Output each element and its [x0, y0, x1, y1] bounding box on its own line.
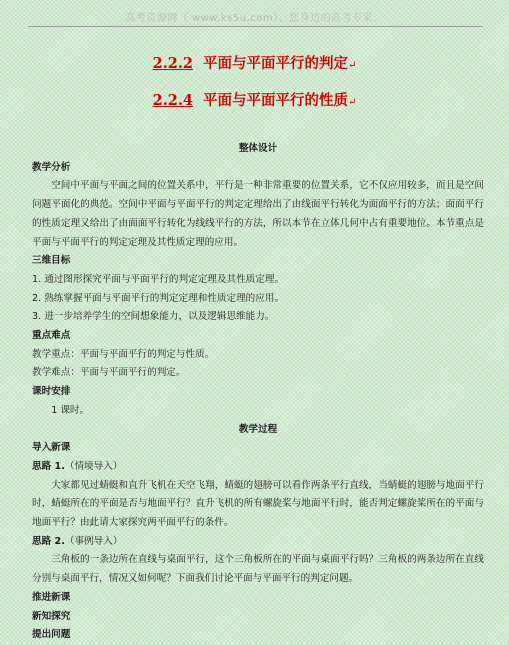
title-text: 平面与平面平行的判定: [202, 55, 348, 72]
heading-overall-design: 整体设计: [238, 143, 278, 154]
title-number: 2.2.4: [152, 92, 193, 109]
heading-goals: 三维目标: [32, 255, 71, 267]
idea-1-paragraph: 大家都见过蜻蜓和直升飞机在天空飞翔，蜻蜓的翅膀可以看作两条平行直线，当蜻蜓的翅膀与地面平行时，蜻蜓所在的平面是否与地面平行？直升飞机的所有螺旋桨与地面平行时，能否判定螺旋桨所在的平面与地面平行？由此请大家探究两平面平行的条件。: [32, 479, 484, 529]
document-body: [32, 140, 484, 645]
title-number: 2.2.2: [152, 55, 193, 72]
analysis-paragraph: 空间中平面与平面之间的位置关系中，平行是一种非常重要的位置关系，它不仅应用较多，而且是空间问题平面化的典范。空间中平面与平面平行的判定定理给出了由线面平行转化为面面平行的方法；面面平行的性质定理又给出了由面面平行转化为线线平行的方法，所以本节在立体几何中占有重要地位。本节重点是平面与平面平行的判定定理及其性质定理的应用。: [32, 180, 484, 248]
heading-advance: 推进新课: [32, 591, 71, 603]
idea-2-title: （事例导入）: [64, 535, 123, 547]
key-point-item: 教学重点：平面与平面平行的判定与性质。: [32, 348, 215, 360]
key-point-item: 教学难点：平面与平面平行的判定。: [32, 367, 186, 379]
title-text: 平面与平面平行的性质: [202, 92, 348, 109]
section-title-2-2-2: [0, 52, 509, 73]
heading-key-points: 重点难点: [32, 330, 71, 342]
goal-item: 3. 进一步培养学生的空间想象能力，以及逻辑思维能力。: [32, 311, 275, 323]
idea-2-paragraph: 三角板的一条边所在直线与桌面平行，这个三角板所在的平面与桌面平行吗？三角板的两条边所在直线分别与桌面平行，情况又如何呢？下面我们讨论平面与平面平行的判定问题。: [32, 554, 484, 585]
header-divider: [28, 26, 483, 27]
heading-question: 提出问题: [32, 629, 71, 641]
idea-1-label: 思路 1.: [32, 460, 65, 472]
goal-item: 2. 熟练掌握平面与平面平行的判定定理和性质定理的应用。: [32, 292, 285, 304]
paragraph-mark-icon: ↵: [347, 60, 357, 71]
heading-explore: 新知探究: [32, 610, 71, 622]
schedule-value: 1 课时。: [51, 404, 90, 416]
heading-analysis: 教学分析: [32, 161, 71, 173]
heading-teaching-process: 教学过程: [238, 423, 278, 435]
idea-1-title: （情境导入）: [64, 460, 123, 472]
heading-schedule: 课时安排: [32, 386, 71, 398]
section-title-2-2-4: [0, 89, 509, 110]
idea-2-label: 思路 2.: [32, 535, 65, 547]
idea-2-line: [32, 533, 484, 552]
paragraph-mark-icon: ↵: [347, 97, 357, 108]
idea-1-line: [32, 458, 484, 477]
heading-intro: 导入新课: [32, 442, 71, 454]
goal-item: 1. 通过图形探究平面与平面平行的判定定理及其性质定理。: [32, 273, 285, 285]
page-header: 高考资源网（ www.ks5u.com），您身边的高考专家。: [125, 13, 384, 24]
